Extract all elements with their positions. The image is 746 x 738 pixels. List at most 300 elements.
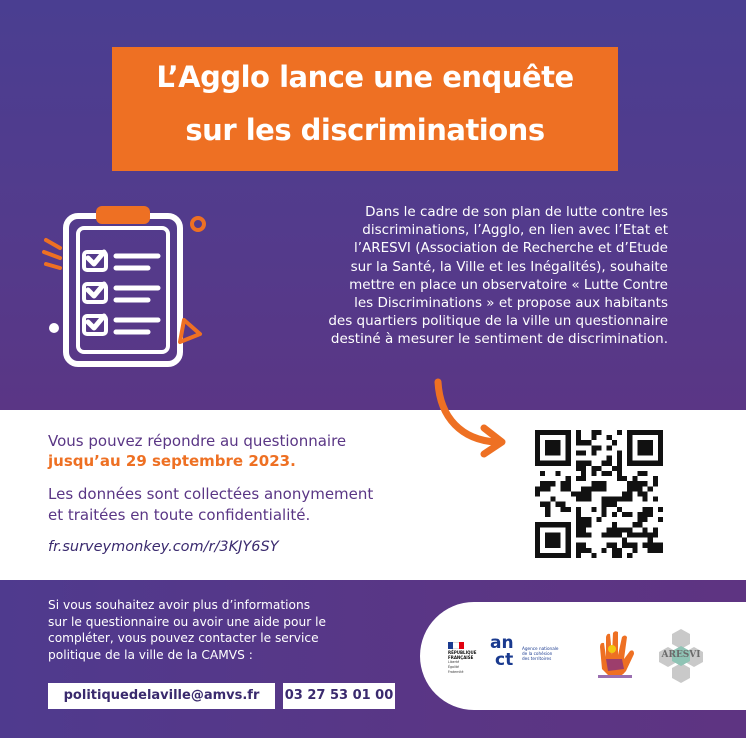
qr-module [612, 553, 617, 558]
qr-module [576, 553, 581, 558]
qr-module [648, 486, 653, 491]
qr-module [627, 553, 632, 558]
qr-module [555, 522, 560, 527]
qr-module [607, 543, 612, 548]
qr-module [653, 461, 658, 466]
qr-module [617, 507, 622, 512]
contact-line: compléter, vous pouvez contacter le service [48, 631, 319, 645]
qr-module [622, 491, 627, 496]
qr-module [612, 543, 617, 548]
qr-module [576, 430, 581, 435]
qr-module [591, 486, 596, 491]
qr-module [576, 548, 581, 553]
qr-module [637, 517, 642, 522]
qr-module [622, 538, 627, 543]
qr-module [617, 553, 622, 558]
aresvi-label: ARESVI [661, 650, 701, 660]
qr-module [566, 486, 571, 491]
qr-module [612, 466, 617, 471]
qr-module [566, 476, 571, 481]
qr-module [637, 445, 642, 450]
french-flag-icon [448, 642, 464, 649]
hand-logo-icon [592, 629, 638, 683]
qr-module [545, 532, 550, 537]
qr-module [545, 543, 550, 548]
qr-module [581, 440, 586, 445]
qr-module [632, 481, 637, 486]
qr-module [540, 522, 545, 527]
qr-module [627, 486, 632, 491]
qr-module [637, 461, 642, 466]
qr-module [617, 497, 622, 502]
qr-module [566, 450, 571, 455]
qr-module [627, 430, 632, 435]
qr-module [545, 430, 550, 435]
qr-module [545, 486, 550, 491]
qr-module [643, 507, 648, 512]
qr-module [637, 440, 642, 445]
qr-module [658, 450, 663, 455]
qr-module [602, 507, 607, 512]
qr-module [617, 471, 622, 476]
qr-module [555, 461, 560, 466]
qr-module [658, 517, 663, 522]
qr-module [545, 481, 550, 486]
qr-module [535, 435, 540, 440]
qr-module [591, 430, 596, 435]
intro-line: des quartiers politique de la ville un questionnaire [328, 313, 668, 330]
qr-module [535, 491, 540, 496]
qr-module [566, 527, 571, 532]
qr-module [643, 532, 648, 537]
qr-module [622, 512, 627, 517]
qr-module [591, 507, 596, 512]
qr-module [535, 461, 540, 466]
title-banner [112, 47, 618, 171]
qr-module [566, 507, 571, 512]
qr-module [581, 450, 586, 455]
qr-module [658, 456, 663, 461]
phone-number[interactable]: 03 27 53 01 00 [283, 683, 395, 709]
qr-module [576, 507, 581, 512]
qr-module [607, 456, 612, 461]
qr-module [627, 445, 632, 450]
qr-module [581, 476, 586, 481]
clipboard-checklist-icon [38, 198, 218, 378]
qr-module [535, 456, 540, 461]
anonymity-line: et traitées en toute confidentialité. [48, 506, 311, 524]
qr-module [648, 532, 653, 537]
qr-module [591, 553, 596, 558]
qr-module [545, 440, 550, 445]
intro-line: les Discriminations » et propose aux habitants [354, 295, 668, 312]
qr-module [612, 502, 617, 507]
qr-module [566, 543, 571, 548]
qr-module [648, 548, 653, 553]
qr-module [535, 450, 540, 455]
qr-module [545, 512, 550, 517]
qr-module [586, 461, 591, 466]
qr-module [643, 440, 648, 445]
qr-module [607, 532, 612, 537]
qr-module [591, 481, 596, 486]
qr-module [581, 486, 586, 491]
qr-module [586, 491, 591, 496]
qr-module [637, 532, 642, 537]
qr-module [643, 543, 648, 548]
qr-module [566, 538, 571, 543]
qr-module [535, 538, 540, 543]
qr-module [555, 502, 560, 507]
qr-module [566, 430, 571, 435]
qr-module [602, 502, 607, 507]
qr-module [643, 491, 648, 496]
qr-module [566, 553, 571, 558]
contact-text [48, 597, 378, 663]
qr-module [561, 507, 566, 512]
republique-francaise-logo: RÉPUBLIQUE FRANÇAISE Liberté Égalité Fraternité [448, 642, 488, 675]
intro-line: l’ARESVI (Association de Recherche et d’Etude [353, 240, 668, 257]
contact-line: politique de la ville de la CAMVS : [48, 647, 253, 662]
qr-module [535, 440, 540, 445]
qr-module [607, 502, 612, 507]
qr-module [637, 481, 642, 486]
qr-module [632, 486, 637, 491]
qr-module [540, 553, 545, 558]
qr-module [612, 440, 617, 445]
qr-module [540, 461, 545, 466]
qr-module [576, 450, 581, 455]
qr-module [596, 430, 601, 435]
qr-module [566, 532, 571, 537]
intro-line: discriminations, l’Agglo, en lien avec l’Etat et [362, 222, 668, 239]
qr-module [545, 450, 550, 455]
qr-module [581, 461, 586, 466]
qr-module [576, 440, 581, 445]
qr-module [581, 491, 586, 496]
curved-arrow-icon [426, 378, 512, 458]
qr-module [550, 440, 555, 445]
qr-module [653, 527, 658, 532]
intro-line: mettre en place un observatoire « Lutte Contre [349, 276, 668, 293]
intro-line: sur la Santé, la Ville et les Inégalités), souhaite [350, 258, 668, 275]
intro-paragraph [250, 203, 668, 349]
qr-module [540, 471, 545, 476]
qr-module [602, 461, 607, 466]
qr-module [581, 527, 586, 532]
qr-module [627, 532, 632, 537]
qr-module [535, 445, 540, 450]
qr-module [653, 481, 658, 486]
qr-module [627, 435, 632, 440]
qr-module [550, 461, 555, 466]
qr-module [607, 461, 612, 466]
qr-module [622, 543, 627, 548]
qr-module [617, 461, 622, 466]
qr-module [555, 543, 560, 548]
qr-module [627, 512, 632, 517]
qr-module [550, 430, 555, 435]
qr-module [643, 527, 648, 532]
qr-module [545, 445, 550, 450]
qr-module [561, 553, 566, 558]
qr-module [643, 517, 648, 522]
anonymity-text [48, 484, 468, 526]
qr-module [632, 476, 637, 481]
qr-module [643, 450, 648, 455]
qr-module [627, 456, 632, 461]
qr-module [561, 522, 566, 527]
qr-module [540, 486, 545, 491]
qr-module [555, 445, 560, 450]
qr-module [637, 471, 642, 476]
qr-module [622, 476, 627, 481]
qr-module [643, 471, 648, 476]
qr-module [581, 466, 586, 471]
qr-module [576, 532, 581, 537]
qr-module [648, 512, 653, 517]
qr-module [607, 527, 612, 532]
qr-module [576, 491, 581, 496]
intro-line: Dans le cadre de son plan de lutte contre les [365, 204, 668, 220]
qr-module [586, 532, 591, 537]
qr-module [566, 522, 571, 527]
qr-module [540, 430, 545, 435]
qr-module [602, 471, 607, 476]
qr-module [591, 450, 596, 455]
qr-module [545, 522, 550, 527]
qr-module [602, 512, 607, 517]
qr-module [581, 532, 586, 537]
qr-module [576, 517, 581, 522]
qr-module [617, 466, 622, 471]
qr-module [632, 522, 637, 527]
contact-line: sur le questionnaire ou avoir une aide pour le [48, 614, 326, 629]
qr-module [637, 450, 642, 455]
qr-module [586, 497, 591, 502]
qr-module [607, 435, 612, 440]
qr-module [596, 466, 601, 471]
qr-module [627, 481, 632, 486]
qr-module [607, 497, 612, 502]
qr-module [648, 543, 653, 548]
qr-module [591, 445, 596, 450]
qr-module [566, 435, 571, 440]
qr-module [627, 543, 632, 548]
qr-module [545, 538, 550, 543]
qr-module [545, 461, 550, 466]
qr-module [535, 553, 540, 558]
qr-module [535, 532, 540, 537]
qr-module [602, 481, 607, 486]
qr-module [591, 435, 596, 440]
qr-module [602, 486, 607, 491]
qr-module [627, 440, 632, 445]
qr-module [566, 461, 571, 466]
qr-module [658, 461, 663, 466]
qr-module [617, 456, 622, 461]
qr-module [550, 538, 555, 543]
qr-module [586, 522, 591, 527]
qr-module [550, 481, 555, 486]
qr-module [550, 522, 555, 527]
qr-module [637, 486, 642, 491]
qr-module [653, 548, 658, 553]
qr-module [658, 435, 663, 440]
qr-module [581, 522, 586, 527]
qr-module [612, 548, 617, 553]
qr-module [596, 486, 601, 491]
qr-module [637, 512, 642, 517]
qr-module [612, 512, 617, 517]
qr-module [637, 430, 642, 435]
qr-module [617, 476, 622, 481]
survey-url[interactable]: fr.surveymonkey.com/r/3KJY6SY [48, 539, 279, 555]
qr-module [653, 543, 658, 548]
qr-module [627, 497, 632, 502]
qr-module [637, 522, 642, 527]
qr-module [535, 430, 540, 435]
qr-module [535, 522, 540, 527]
qr-module [555, 532, 560, 537]
anct-logo-text: Agence nationale de la cohésion des territoires [522, 646, 559, 661]
title-line-1: L’Agglo lance une enquête [156, 60, 574, 94]
qr-module [555, 553, 560, 558]
qr-module [550, 445, 555, 450]
qr-module [545, 553, 550, 558]
qr-module [617, 430, 622, 435]
qr-module [555, 440, 560, 445]
qr-module [643, 512, 648, 517]
qr-module [648, 430, 653, 435]
qr-module [566, 481, 571, 486]
qr-module [550, 553, 555, 558]
qr-module [653, 430, 658, 435]
qr-module [648, 440, 653, 445]
qr-module [607, 445, 612, 450]
email-address[interactable]: politiquedelaville@amvs.fr [48, 683, 275, 709]
qr-module [627, 491, 632, 496]
qr-module [550, 450, 555, 455]
anonymity-line: Les données sont collectées anonymement [48, 485, 374, 503]
qr-module [566, 456, 571, 461]
qr-module [576, 512, 581, 517]
qr-module [627, 450, 632, 455]
qr-module [591, 471, 596, 476]
qr-module [581, 471, 586, 476]
qr-module [545, 502, 550, 507]
qr-module [586, 548, 591, 553]
qr-module [540, 502, 545, 507]
qr-module [535, 527, 540, 532]
qr-module [561, 486, 566, 491]
qr-module [550, 497, 555, 502]
intro-line: destiné à mesurer le sentiment de discrimination. [330, 331, 668, 348]
qr-module [566, 445, 571, 450]
qr-module [612, 497, 617, 502]
qr-module [612, 527, 617, 532]
qr-module [648, 461, 653, 466]
contact-line: Si vous souhaitez avoir plus d’informations [48, 598, 311, 612]
qr-module [535, 548, 540, 553]
qr-module [581, 517, 586, 522]
qr-module [555, 430, 560, 435]
qr-module [561, 481, 566, 486]
qr-module [566, 440, 571, 445]
qr-module [596, 445, 601, 450]
qr-module [576, 466, 581, 471]
qr-module [658, 445, 663, 450]
qr-module [571, 491, 576, 496]
qr-module [653, 497, 658, 502]
qr-module [627, 461, 632, 466]
qr-module [602, 548, 607, 553]
qr-module [607, 471, 612, 476]
qr-module [602, 532, 607, 537]
qr-module [653, 532, 658, 537]
qr-module [555, 538, 560, 543]
partner-logos [420, 602, 746, 710]
qr-module [581, 548, 586, 553]
qr-module [576, 476, 581, 481]
anct-logo: an ct [490, 633, 514, 670]
qr-module [658, 543, 663, 548]
qr-module [648, 450, 653, 455]
qr-module [576, 527, 581, 532]
qr-module [535, 486, 540, 491]
qr-module [550, 543, 555, 548]
qr-module [576, 461, 581, 466]
qr-module [632, 532, 637, 537]
qr-module [643, 430, 648, 435]
qr-code[interactable] [535, 430, 663, 558]
qr-module [586, 517, 591, 522]
qr-module [643, 461, 648, 466]
qr-module [658, 440, 663, 445]
qr-module [581, 543, 586, 548]
qr-module [632, 548, 637, 553]
qr-module [540, 481, 545, 486]
title-line-2: sur les discriminations [185, 113, 545, 147]
qr-module [632, 543, 637, 548]
qr-module [617, 532, 622, 537]
qr-module [648, 507, 653, 512]
qr-module [632, 430, 637, 435]
qr-module [658, 507, 663, 512]
qr-module [591, 466, 596, 471]
qr-module [550, 532, 555, 537]
qr-module [535, 543, 540, 548]
qr-module [653, 476, 658, 481]
qr-module [555, 471, 560, 476]
qr-module [561, 430, 566, 435]
qr-module [622, 527, 627, 532]
qr-module [596, 517, 601, 522]
qr-module [627, 527, 632, 532]
qr-module [555, 450, 560, 455]
qr-module [576, 522, 581, 527]
qr-module [576, 497, 581, 502]
qr-module [658, 430, 663, 435]
qr-module [632, 461, 637, 466]
qr-module [617, 548, 622, 553]
qr-module [643, 481, 648, 486]
qr-module [561, 502, 566, 507]
qr-module [566, 548, 571, 553]
qr-module [617, 527, 622, 532]
qr-module [602, 497, 607, 502]
qr-module [658, 548, 663, 553]
